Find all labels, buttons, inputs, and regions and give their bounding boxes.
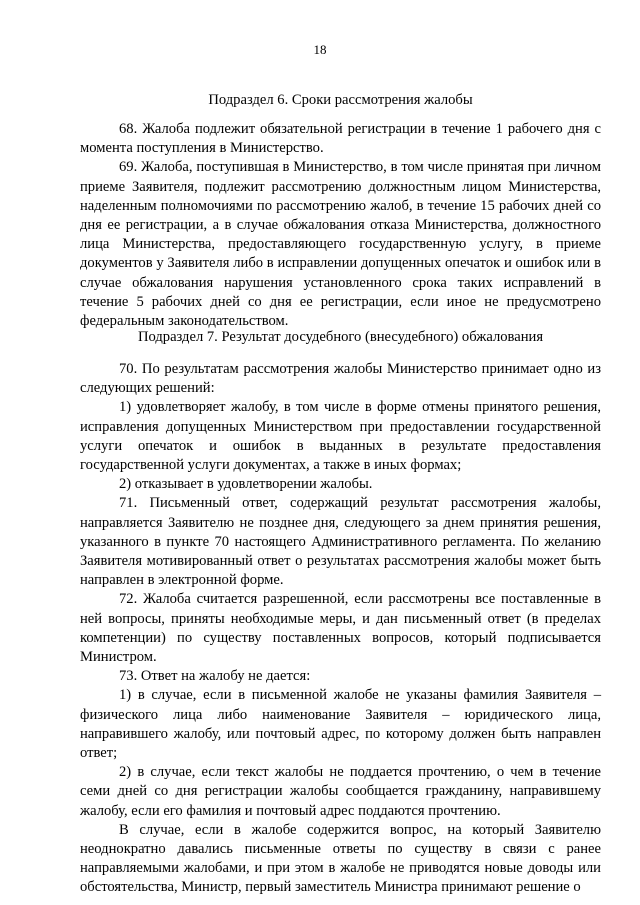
paragraph-73: 73. Ответ на жалобу не дается: [119, 668, 311, 685]
paragraph-repeat-complaint: В случае, если в жалобе содержится вопрос, на который Заявителю неоднократно давались письменные ответы по существу в связи с ранее направляемыми жалобами, и при этом в жалобе не приводятся новые доводы или обстоятельства, Министр, первый заместитель Министра принимают решение о [80, 821, 601, 896]
paragraph-73-item-2: 2) в случае, если текст жалобы не поддается прочтению, о чем в течение семи дней со дня регистрации жалобы сообщается гражданину, направившему жалобу, если его фамилия и почтовый адрес поддаются прочтению. [80, 764, 601, 819]
paragraph-70-item-2: 2) отказывает в удовлетворении жалобы. [119, 476, 373, 493]
paragraph-69: 69. Жалоба, поступившая в Министерство, в том числе принятая при личном приеме Заявителя, подлежит рассмотрению должностным лицом Министерства, наделенным полномочиями по рассмотрению жалоб, в течение 15 рабочих дней со дня ее регистрации, а в случае обжалования отказа Министерства, должностного лица Министерства, предоставляющего государственную услугу, в приеме документов у Заявителя либо в исправлении допущенных опечаток и ошибок или в случае обжалования нарушения установленного срока таких исправлений в течение 5 рабочих дней со дня ее регистрации, если иное не предусмотрено федеральным законодательством. [80, 159, 601, 330]
paragraph-71: 71. Письменный ответ, содержащий результат рассмотрения жалобы, направляется Заявителю не позднее дня, следующего за днем принятия решения, указанного в пункте 70 настоящего Административного регламента. По желанию Заявителя мотивированный ответ о результатах рассмотрения жалобы может быть направлен в электронной форме. [80, 495, 601, 589]
subsection-7-heading: Подраздел 7. Результат досудебного (внесудебного) обжалования [137, 329, 544, 345]
paragraph-72: 72. Жалоба считается разрешенной, если рассмотрены все поставленные в ней вопросы, приняты необходимые меры, и дан письменный ответ (в пределах компетенции) по существу поставленных вопросов, который подписывается Министром. [80, 591, 601, 666]
subsection-7-body [80, 360, 601, 898]
paragraph-70: 70. По результатам рассмотрения жалобы Министерство принимает одно из следующих решений: [80, 361, 601, 397]
subsection-6-body [80, 120, 601, 331]
paragraph-68: 68. Жалоба подлежит обязательной регистрации в течение 1 рабочего дня с момента поступления в Министерство. [80, 121, 601, 157]
paragraph-70-item-1: 1) удовлетворяет жалобу, в том числе в форме отмены принятого решения, исправления допущенных Министерством при предоставлении государственной услуги опечаток и ошибок в выданных в результате предоставления государственной услуги документах, а также в иных формах; [80, 399, 601, 474]
subsection-6-heading: Подраздел 6. Сроки рассмотрения жалобы [208, 92, 473, 108]
paragraph-73-item-1: 1) в случае, если в письменной жалобе не указаны фамилия Заявителя – физического лица либо наименование Заявителя – юридического лица, направившего жалобу, или почтовый адрес, по которому должен быть направлен ответ; [80, 687, 601, 762]
page-number: 18 [313, 42, 327, 57]
